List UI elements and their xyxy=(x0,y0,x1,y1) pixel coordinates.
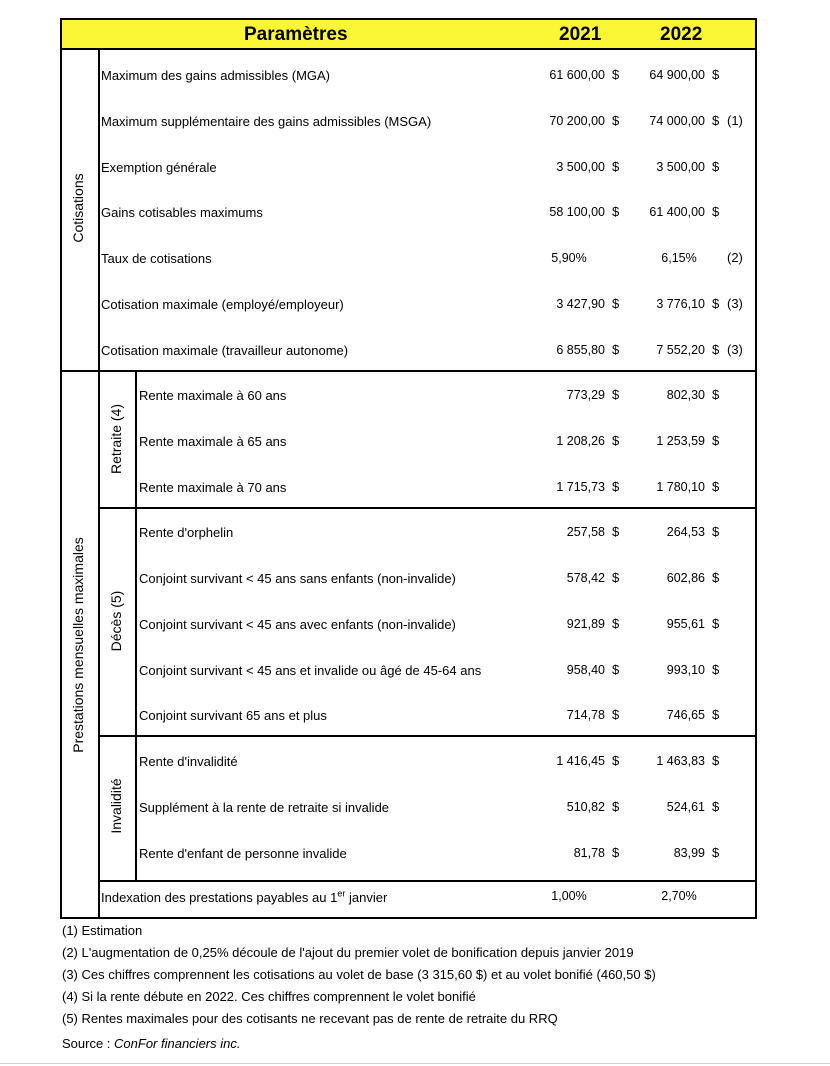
row-value-2022: 1 463,83 xyxy=(656,754,705,768)
row-label: Exemption générale xyxy=(101,160,217,175)
divider-invalidite xyxy=(98,880,757,882)
subsection-label-deces: Décès (5) xyxy=(108,590,124,652)
subsection-label-retraite: Retraite (4) xyxy=(108,403,124,475)
indexation-label: Indexation des prestations payables au 1er janvier xyxy=(101,888,388,905)
row-label: Gains cotisables maximums xyxy=(101,205,263,220)
currency-symbol-2022: $ xyxy=(712,799,720,814)
currency-symbol-2022: $ xyxy=(712,479,720,494)
row-value-2021: 3 427,90 xyxy=(556,297,605,311)
currency-symbol-2021: $ xyxy=(612,524,620,539)
row-value-2021: 1 416,45 xyxy=(556,754,605,768)
row-label: Conjoint survivant < 45 ans sans enfants (non-invalide) xyxy=(139,571,456,586)
row-value-2021: 257,58 xyxy=(566,525,605,539)
row-value-2022: 264,53 xyxy=(666,525,705,539)
divider-cotisations xyxy=(60,370,757,372)
page-bottom-rule xyxy=(0,1063,830,1064)
row-value-2021: 61 600,00 xyxy=(549,68,605,82)
row-label: Supplément à la rente de retraite si invalide xyxy=(139,800,390,815)
divider-subsection-column xyxy=(135,370,137,882)
row-value-2021: 921,89 xyxy=(566,617,605,631)
row-value-2022: 602,86 xyxy=(666,571,705,585)
currency-symbol-2021: $ xyxy=(612,296,620,311)
row-value-2022: 6,15% xyxy=(661,251,697,265)
row-label: Maximum supplémentaire des gains admissibles (MSGA) xyxy=(101,114,432,129)
currency-symbol-2021: $ xyxy=(612,799,620,814)
indexation-value-2022: 2,70% xyxy=(661,889,697,903)
row-value-2021: 958,40 xyxy=(566,663,605,677)
row-label: Maximum des gains admissibles (MGA) xyxy=(101,68,331,83)
row-value-2021: 70 200,00 xyxy=(549,114,605,128)
row-value-2022: 1 253,59 xyxy=(656,434,705,448)
currency-symbol-2022: $ xyxy=(712,113,720,128)
parameters-table xyxy=(60,18,757,919)
row-label: Rente maximale à 70 ans xyxy=(139,480,287,495)
source-line: Source : ConFor financiers inc. xyxy=(62,1036,241,1051)
footnote-3: (3) Ces chiffres comprennent les cotisations au volet de base (3 315,60 $) et au volet bonifié (460,50 $) xyxy=(62,967,656,982)
footnote-4: (4) Si la rente débute en 2022. Ces chiffres comprennent le volet bonifié xyxy=(62,989,476,1004)
footnote-1: (1) Estimation xyxy=(62,923,143,938)
row-value-2021: 1 715,73 xyxy=(556,480,605,494)
row-value-2021: 714,78 xyxy=(566,708,605,722)
header-title: Paramètres xyxy=(244,24,348,45)
row-value-2021: 773,29 xyxy=(566,388,605,402)
row-label: Rente maximale à 65 ans xyxy=(139,434,287,449)
currency-symbol-2021: $ xyxy=(612,753,620,768)
currency-symbol-2022: $ xyxy=(712,159,720,174)
row-label: Rente maximale à 60 ans xyxy=(139,388,287,403)
section-label-cotisations: Cotisations xyxy=(70,173,86,243)
row-value-2021: 81,78 xyxy=(573,846,605,860)
currency-symbol-2022: $ xyxy=(712,67,720,82)
row-label: Cotisation maximale (employé/employeur) xyxy=(101,297,344,312)
section-label-prestations: Prestations mensuelles maximales xyxy=(70,537,86,753)
currency-symbol-2021: $ xyxy=(612,616,620,631)
row-value-2022: 746,65 xyxy=(666,708,705,722)
currency-symbol-2022: $ xyxy=(712,570,720,585)
row-value-2022: 3 776,10 xyxy=(656,297,705,311)
row-value-2022: 993,10 xyxy=(666,663,705,677)
currency-symbol-2022: $ xyxy=(712,387,720,402)
currency-symbol-2022: $ xyxy=(712,662,720,677)
currency-symbol-2022: $ xyxy=(712,342,720,357)
currency-symbol-2022: $ xyxy=(712,524,720,539)
currency-symbol-2022: $ xyxy=(712,616,720,631)
row-label: Rente d'orphelin xyxy=(139,525,234,540)
currency-symbol-2021: $ xyxy=(612,67,620,82)
currency-symbol-2021: $ xyxy=(612,387,620,402)
currency-symbol-2022: $ xyxy=(712,707,720,722)
row-value-2021: 578,42 xyxy=(566,571,605,585)
divider-deces xyxy=(98,735,757,737)
row-value-2022: 3 500,00 xyxy=(656,160,705,174)
row-value-2022: 955,61 xyxy=(666,617,705,631)
row-value-2021: 58 100,00 xyxy=(549,205,605,219)
row-label: Conjoint survivant < 45 ans avec enfants (non-invalide) xyxy=(139,617,456,632)
currency-symbol-2022: $ xyxy=(712,845,720,860)
row-value-2022: 524,61 xyxy=(666,800,705,814)
row-value-2022: 802,30 xyxy=(666,388,705,402)
currency-symbol-2022: $ xyxy=(712,753,720,768)
row-value-2022: 74 000,00 xyxy=(649,114,705,128)
row-value-2021: 3 500,00 xyxy=(556,160,605,174)
currency-symbol-2021: $ xyxy=(612,662,620,677)
table-header xyxy=(60,18,757,50)
currency-symbol-2021: $ xyxy=(612,113,620,128)
row-value-2022: 7 552,20 xyxy=(656,343,705,357)
row-note: (3) xyxy=(727,342,743,357)
row-label: Taux de cotisations xyxy=(101,251,212,266)
header-year-2022: 2022 xyxy=(660,24,703,45)
row-value-2022: 64 900,00 xyxy=(649,68,705,82)
currency-symbol-2021: $ xyxy=(612,342,620,357)
row-note: (3) xyxy=(727,296,743,311)
row-label: Cotisation maximale (travailleur autonome) xyxy=(101,343,349,358)
row-value-2022: 83,99 xyxy=(673,846,705,860)
subsection-label-invalidite: Invalidité xyxy=(108,778,124,834)
indexation-value-2021: 1,00% xyxy=(551,889,587,903)
row-value-2021: 6 855,80 xyxy=(556,343,605,357)
row-value-2021: 1 208,26 xyxy=(556,434,605,448)
row-label: Rente d'invalidité xyxy=(139,754,238,769)
currency-symbol-2021: $ xyxy=(612,479,620,494)
currency-symbol-2021: $ xyxy=(612,707,620,722)
footnote-5: (5) Rentes maximales pour des cotisants ne recevant pas de rente de retraite du RRQ xyxy=(62,1011,558,1026)
header-year-2021: 2021 xyxy=(559,24,602,45)
row-label: Conjoint survivant < 45 ans et invalide ou âgé de 45-64 ans xyxy=(139,663,482,678)
row-note: (1) xyxy=(727,113,743,128)
currency-symbol-2021: $ xyxy=(612,433,620,448)
footnote-2: (2) L'augmentation de 0,25% découle de l'ajout du premier volet de bonification depuis janvier 2019 xyxy=(62,945,634,960)
row-label: Rente d'enfant de personne invalide xyxy=(139,846,347,861)
currency-symbol-2021: $ xyxy=(612,845,620,860)
row-value-2021: 5,90% xyxy=(551,251,587,265)
row-value-2022: 1 780,10 xyxy=(656,480,705,494)
currency-symbol-2022: $ xyxy=(712,204,720,219)
row-note: (2) xyxy=(727,250,743,265)
currency-symbol-2021: $ xyxy=(612,204,620,219)
currency-symbol-2021: $ xyxy=(612,570,620,585)
currency-symbol-2022: $ xyxy=(712,296,720,311)
currency-symbol-2021: $ xyxy=(612,159,620,174)
currency-symbol-2022: $ xyxy=(712,433,720,448)
row-value-2021: 510,82 xyxy=(566,800,605,814)
divider-section-column xyxy=(98,48,100,918)
divider-retraite xyxy=(98,507,757,509)
row-label: Conjoint survivant 65 ans et plus xyxy=(139,708,327,723)
row-value-2022: 61 400,00 xyxy=(649,205,705,219)
